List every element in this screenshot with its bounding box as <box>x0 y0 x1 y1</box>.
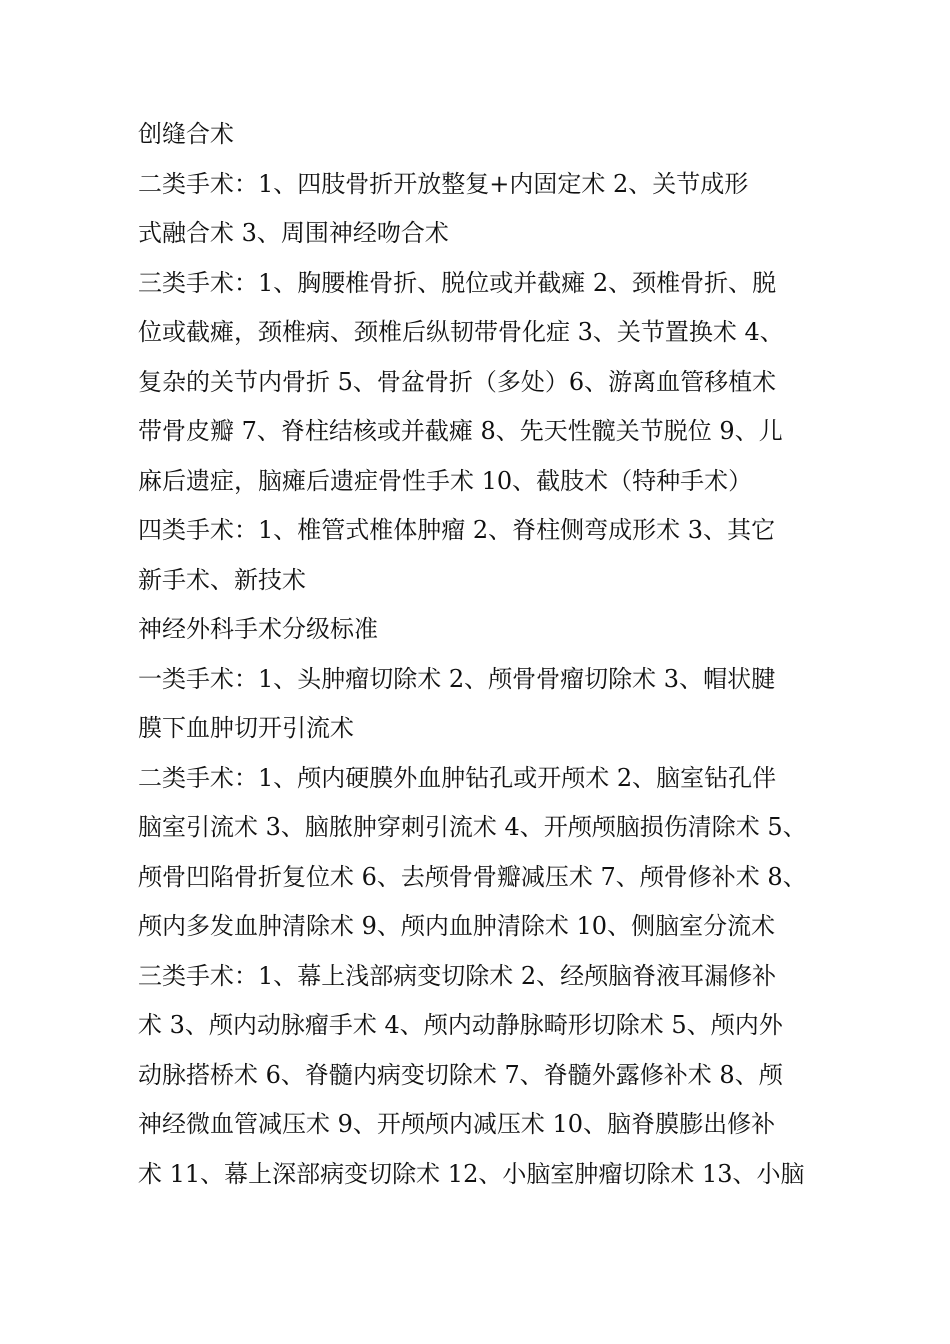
text-line: 二类手术：1、颅内硬膜外血肿钻孔或开颅术 2、脑室钻孔伴 <box>138 763 777 792</box>
text-line: 三类手术：1、幕上浅部病变切除术 2、经颅脑脊液耳漏修补 <box>138 961 777 990</box>
text-line: 动脉搭桥术 6、脊髓内病变切除术 7、脊髓外露修补术 8、颅 <box>138 1060 783 1089</box>
text-line: 术 11、幕上深部病变切除术 12、小脑室肿瘤切除术 13、小脑 <box>138 1159 805 1188</box>
text-line: 颅内多发血肿清除术 9、颅内血肿清除术 10、侧脑室分流术 <box>138 912 776 940</box>
section-heading: 神经外科手术分级标准 <box>138 615 378 643</box>
text-line: 创缝合术 <box>138 120 234 148</box>
text-line: 复杂的关节内骨折 5、骨盆骨折（多处）6、游离血管移植术 <box>138 367 777 396</box>
text-line: 带骨皮瓣 7、脊柱结核或并截瘫 8、先天性髋关节脱位 9、儿 <box>138 417 783 445</box>
text-line: 二类手术：1、四肢骨折开放整复+内固定术 2、关节成形 <box>138 169 749 198</box>
text-line: 新手术、新技术 <box>138 565 306 594</box>
text-line: 三类手术：1、胸腰椎骨折、脱位或并截瘫 2、颈椎骨折、脱 <box>138 268 777 297</box>
text-line: 神经微血管减压术 9、开颅颅内减压术 10、脑脊膜膨出修补 <box>138 1110 776 1138</box>
text-line: 颅骨凹陷骨折复位术 6、去颅骨骨瓣减压术 7、颅骨修补术 8、 <box>138 862 807 891</box>
text-line: 膜下血肿切开引流术 <box>138 714 354 742</box>
text-line: 位或截瘫，颈椎病、颈椎后纵韧带骨化症 3、关节置换术 4、 <box>138 318 784 346</box>
text-line: 术 3、颅内动脉瘤手术 4、颅内动静脉畸形切除术 5、颅内外 <box>138 1011 783 1039</box>
text-line: 一类手术：1、头肿瘤切除术 2、颅骨骨瘤切除术 3、帽状腱 <box>138 664 776 693</box>
text-line: 麻后遗症，脑瘫后遗症骨性手术 10、截肢术（特种手术） <box>138 466 753 495</box>
text-line: 四类手术：1、椎管式椎体肿瘤 2、脊柱侧弯成形术 3、其它 <box>138 516 776 544</box>
document-body <box>138 110 828 1199</box>
text-line: 脑室引流术 3、脑脓肿穿刺引流术 4、开颅颅脑损伤清除术 5、 <box>138 813 807 841</box>
text-line: 式融合术 3、周围神经吻合术 <box>138 219 449 247</box>
